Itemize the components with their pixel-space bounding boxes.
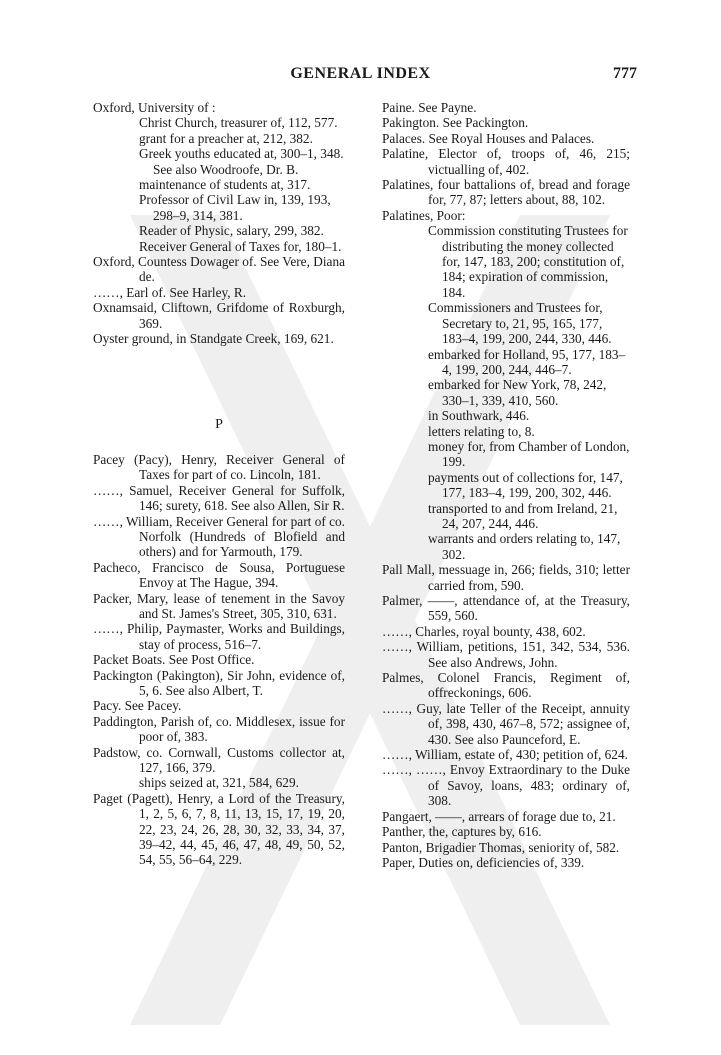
index-entry: ……, William, petitions, 151, 342, 534, 536. See also Andrews, John.	[382, 639, 630, 670]
index-subentry: payments out of collections for, 147, 177, 183–4, 199, 200, 302, 446.	[428, 469, 623, 501]
index-entry: ……, ……, Envoy Extraordinary to the Duke of Savoy, loans, 483; ordinary of, 308.	[382, 762, 630, 809]
index-entry: Pacheco, Francisco de Sousa, Portuguese Envoy at The Hague, 394.	[93, 559, 345, 591]
index-entry: Packet Boats. See Post Office.	[93, 652, 255, 668]
index-entry: ……, Samuel, Receiver General for Suffolk, 146; surety, 618. See also Allen, Sir R.	[93, 482, 345, 514]
index-subentry: letters relating to, 8.	[428, 423, 535, 439]
index-subentry: maintenance of students at, 317.	[139, 177, 311, 193]
index-subentry: Commissioners and Trustees for, Secretary to, 21, 95, 165, 177, 183–4, 199, 200, 244, 330, 446.	[428, 300, 612, 347]
index-entry: Oxnamsaid, Cliftown, Grifdome of Roxburgh, 369.	[93, 300, 345, 331]
index-entry: ……, Charles, royal bounty, 438, 602.	[382, 623, 586, 639]
index-entry: Packer, Mary, lease of tenement in the Savoy and St. James's Street, 305, 310, 631.	[93, 590, 345, 621]
index-entry: ……, William, Receiver General for part of co. Norfolk (Hundreds of Blofield and others) and for Yarmouth, 179.	[93, 513, 345, 560]
index-entry: Palatines, Poor:	[382, 207, 466, 223]
index-entry: Pangaert, ——, arrears of forage due to, 21.	[382, 808, 616, 824]
index-entry: Paper, Duties on, deficiencies of, 339.	[382, 854, 585, 870]
index-entry: Pakington. See Packington.	[382, 115, 529, 131]
index-entry: Paddington, Parish of, co. Middlesex, issue for poor of, 383.	[93, 713, 345, 745]
index-entry: Palmes, Colonel Francis, Regiment of, offreckonings, 606.	[382, 670, 630, 701]
index-subentry: Receiver General of Taxes for, 180–1.	[139, 238, 342, 254]
index-entry: Pacy. See Pacey.	[93, 698, 182, 714]
index-subentry: Reader of Physic, salary, 299, 382.	[139, 223, 324, 239]
section-letter: P	[215, 416, 223, 432]
index-column-left	[93, 100, 345, 868]
index-entry: Pacey (Pacy), Henry, Receiver General of Taxes for part of co. Lincoln, 181.	[93, 451, 345, 483]
index-subentry: transported to and from Ireland, 21, 24, 207, 244, 446.	[428, 500, 618, 531]
index-entry: ……, Guy, late Teller of the Receipt, annuity of, 398, 430, 467–8, 572; assignee of, 430. See also Paunceford, E.	[382, 700, 630, 747]
index-entry: Padstow, co. Cornwall, Customs collector at, 127, 166, 379.	[93, 744, 345, 776]
index-entry: Palatine, Elector of, troops of, 46, 215; victualling of, 402.	[382, 146, 630, 177]
index-entry: Panther, the, captures by, 616.	[382, 824, 542, 840]
index-subentry: Commission constituting Trustees for distributing the money collected for, 147, 183, 200; constitution of, 184; expiration of commission, 184.	[428, 223, 628, 300]
index-entry: Oxford, University of :	[93, 100, 216, 115]
index-subentry: embarked for Holland, 95, 177, 183–4, 199, 200, 244, 446–7.	[428, 346, 626, 377]
index-entry: Palaces. See Royal Houses and Palaces.	[382, 130, 595, 146]
index-entry: Oyster ground, in Standgate Creek, 169, 621.	[93, 331, 334, 347]
index-subentry: Professor of Civil Law in, 139, 193, 298–9, 314, 381.	[139, 192, 331, 223]
index-entry: ……, Earl of. See Harley, R.	[93, 284, 247, 300]
index-entry: ……, Philip, Paymaster, Works and Buildings, stay of process, 516–7.	[93, 621, 345, 652]
index-subentry: money for, from Chamber of London, 199.	[428, 438, 630, 470]
index-entry: ……, William, estate of, 430; petition of, 624.	[382, 747, 628, 763]
index-subentry: embarked for New York, 78, 242, 330–1, 339, 410, 560.	[428, 377, 607, 408]
index-entry: Packington (Pakington), Sir John, evidence of, 5, 6. See also Albert, T.	[93, 667, 345, 698]
index-entry: Paine. See Payne.	[382, 100, 477, 115]
index-subentry: Greek youths educated at, 300–1, 348. See also Woodroofe, Dr. B.	[139, 146, 344, 177]
index-entry: Palmer, ——, attendance of, at the Treasury, 559, 560.	[382, 593, 630, 624]
page-number: 777	[613, 65, 637, 82]
index-subentry: ships seized at, 321, 584, 629.	[139, 775, 299, 791]
index-column-right	[382, 100, 630, 870]
index-subentry: Christ Church, treasurer of, 112, 577.	[139, 115, 338, 131]
index-subentry: grant for a preacher at, 212, 382.	[139, 130, 313, 146]
index-entry: Panton, Brigadier Thomas, seniority of, 582.	[382, 839, 620, 855]
index-entry: Paget (Pagett), Henry, a Lord of the Treasury, 1, 2, 5, 6, 7, 8, 11, 13, 15, 17, 19, 20, 22, 23, 24, 26, 28, 30, 32, 33, 34, 37, 39–42, 44, 45, 46, 47, 48, 49, 50, 52, 54, 55, 56–64, 229.	[93, 790, 345, 868]
index-entry: Oxford, Countess Dowager of. See Vere, Diana de.	[93, 254, 345, 285]
index-entry: Pall Mall, messuage in, 266; fields, 310; letter carried from, 590.	[382, 562, 630, 593]
running-header-title: GENERAL INDEX	[290, 65, 431, 82]
index-subentry: in Southwark, 446.	[428, 408, 530, 424]
index-subentry: warrants and orders relating to, 147, 302.	[428, 531, 621, 562]
index-entry: Palatines, four battalions of, bread and forage for, 77, 87; letters about, 88, 102.	[382, 177, 630, 208]
